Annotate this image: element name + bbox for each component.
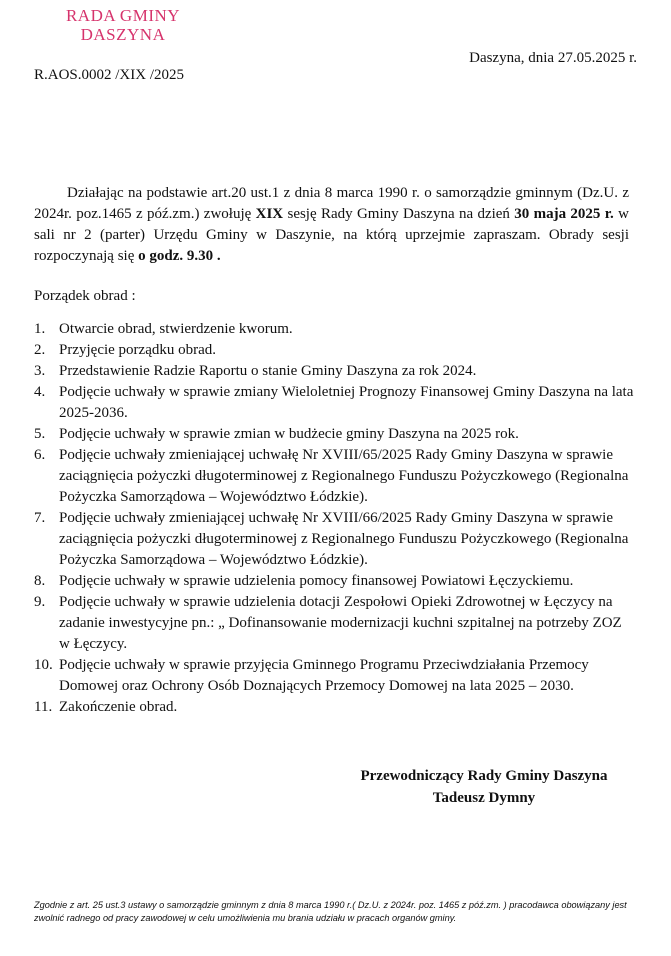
agenda-item-text: Podjęcie uchwały w sprawie zmiany Wieloletniej Prognozy Finansowej Gminy Daszyna na lata 2025-2036. [59,384,634,421]
agenda-item [34,424,634,445]
agenda-title: Porządek obrad : [34,288,136,304]
agenda-item-text: Zakończenie obrad. [59,699,178,715]
agenda-item [34,382,634,424]
agenda-item-text: Przyjęcie porządku obrad. [59,342,217,358]
agenda-item-text: Przedstawienie Radzie Raportu o stanie Gminy Daszyna za rok 2024. [59,363,477,379]
footer-note: Zgodnie z art. 25 ust.3 ustawy o samorządzie gminnym z dnia 8 marca 1990 r.( Dz.U. z 2024r. poz. 1465 z póź.zm. ) pracodawca obowiązany jest zwolnić radnego od pracy zawodowej w celu umożliwienia mu brania udziału w pracach organów gminy. [34,900,627,923]
agenda-item-number: 8. [34,573,46,589]
agenda-item [34,655,634,697]
signature-title: Przewodniczący Rady Gminy Daszyna [360,768,608,784]
agenda-item-number: 3. [34,363,46,379]
agenda-item [34,592,634,655]
agenda-item [34,571,634,592]
agenda-item-number: 10. [34,657,53,673]
agenda-item-text: Podjęcie uchwały zmieniającej uchwałę Nr XVIII/66/2025 Rady Gminy Daszyna w sprawie zaciągnięcia pożyczki długoterminowej z Regionalnego Funduszu Pożyczkowego (Regionalna Pożyczka Samorządowa – Województwo Łódzkie). [59,510,629,568]
session-time: o godz. 9.30 . [138,248,221,264]
agenda-item-number: 5. [34,426,46,442]
agenda-item-number: 4. [34,384,46,400]
agenda-item [34,445,634,508]
agenda-item-number: 9. [34,594,46,610]
signature-block [350,765,618,809]
intro-text-3: w sali nr 2 (parter) Urzędu Gminy w Daszynie, na którą uprzejmie zapraszam. Obrady sesji rozpoczynają się [34,206,629,264]
agenda-item-number: 2. [34,342,46,358]
agenda-list [34,319,634,718]
agenda-item-text: Otwarcie obrad, stwierdzenie kworum. [59,321,293,337]
session-number: XIX [255,206,284,222]
stamp-line-1: RADA GMINY [65,6,181,25]
stamp-line-2: DASZYNA [80,25,166,44]
intro-text-2: sesję Rady Gminy Daszyna na dzień [283,206,515,222]
signature-name: Tadeusz Dymny [432,790,536,806]
session-date: 30 maja 2025 r. [514,206,614,222]
council-stamp [48,6,198,44]
agenda-item-text: Podjęcie uchwały w sprawie udzielenia dotacji Zespołowi Opieki Zdrowotnej w Łęczycy na zadanie inwestycyjne pn.: „ Dofinansowanie modernizacji kuchni szpitalnej na potrzeby ZOZ w Łęczycy. [59,594,622,652]
agenda-item-number: 11. [34,699,53,715]
reference-number: R.AOS.0002 /XIX /2025 [34,67,185,83]
agenda-item-text: Podjęcie uchwały w sprawie zmian w budżecie gminy Daszyna na 2025 rok. [59,426,519,442]
agenda-item-number: 6. [34,447,46,463]
intro-text-1: Działając na podstawie art.20 ust.1 z dnia 8 marca 1990 r. o samorządzie gminnym (Dz.U. z 2024r. poz.1465 z póź.zm.) zwołuję [34,185,629,222]
agenda-item-text: Podjęcie uchwały zmieniającej uchwałę Nr XVIII/65/2025 Rady Gminy Daszyna w sprawie zaciągnięcia pożyczki długoterminowej z Regionalnego Funduszu Pożyczkowego (Regionalna Pożyczka Samorządowa – Województwo Łódzkie). [59,447,629,505]
agenda-item-number: 1. [34,321,46,337]
intro-paragraph [34,183,629,267]
agenda-item [34,697,634,718]
agenda-item [34,361,634,382]
document-date: Daszyna, dnia 27.05.2025 r. [469,50,637,66]
agenda-item [34,340,634,361]
agenda-item-number: 7. [34,510,46,526]
agenda-item-text: Podjęcie uchwały w sprawie udzielenia pomocy finansowej Powiatowi Łęczyckiemu. [59,573,574,589]
agenda-item-text: Podjęcie uchwały w sprawie przyjęcia Gminnego Programu Przeciwdziałania Przemocy Domowej oraz Ochrony Osób Doznających Przemocy Domowej na lata 2025 – 2030. [59,657,589,694]
agenda-item [34,319,634,340]
agenda-item [34,508,634,571]
